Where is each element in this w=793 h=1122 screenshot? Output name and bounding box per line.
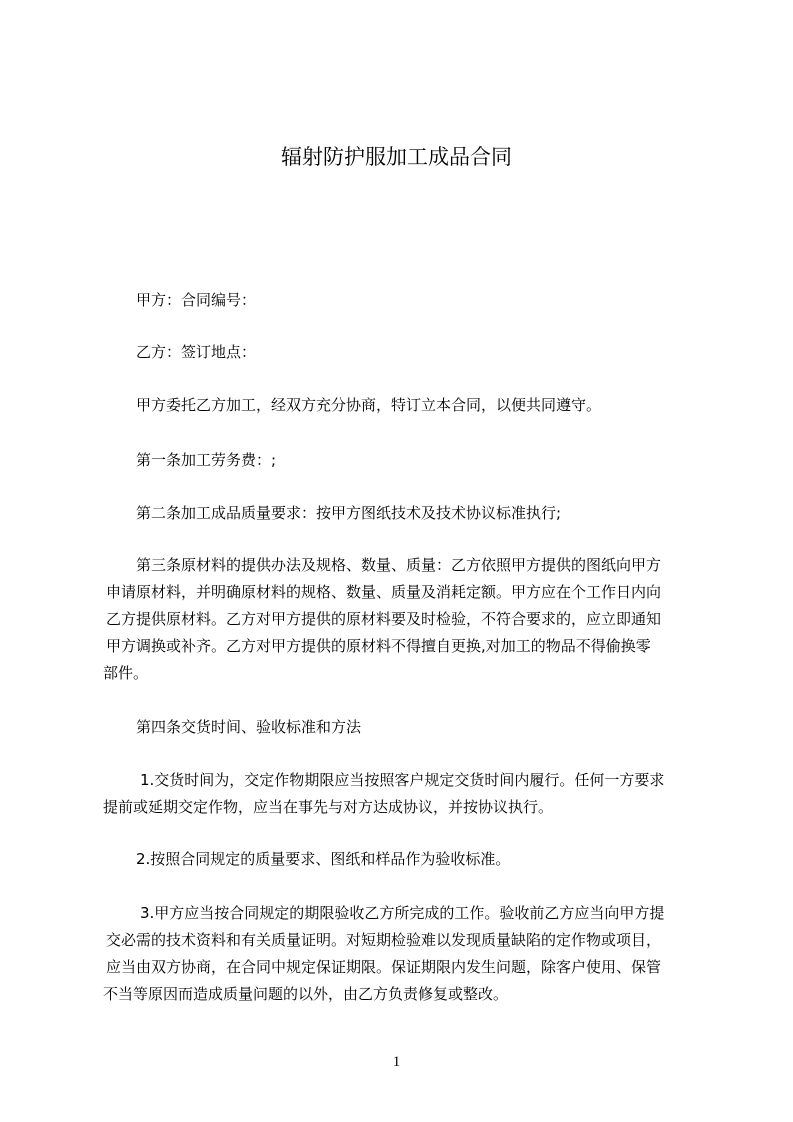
text-line: 申请原材料，并明确原材料的规格、数量、质量及消耗定额。甲方应在个工作日内向 (106, 583, 662, 601)
article-1 (103, 447, 703, 474)
paragraph-preamble (103, 392, 703, 419)
text-line: 不当等原因而造成质量问题的以外，由乙方负责修复或整改。 (103, 985, 509, 1003)
paragraph-party-a (103, 287, 703, 314)
text-line: 1.交货时间为，交定作物期限应当按照客户规定交货时间内履行。任何一方要求 (140, 771, 665, 789)
article-4-heading (103, 714, 703, 741)
article-2 (103, 500, 703, 527)
text-line: 第四条交货时间、验收标准和方法 (136, 718, 362, 736)
text-line: 乙方：签订地点： (136, 343, 257, 361)
article-4-item-1 (103, 767, 703, 821)
text-line: 3.甲方应当按合同规定的期限验收乙方所完成的工作。验收前乙方应当向甲方提 (140, 904, 665, 922)
article-3 (103, 552, 703, 687)
text-line: 应当由双方协商，在合同中规定保证期限。保证期限内发生问题，除客户使用、保管 (106, 958, 662, 976)
page-number: 1 (392, 1054, 401, 1070)
text-line: 甲方委托乙方加工，经双方充分协商，特订立本合同，以便共同遵守。 (136, 396, 602, 414)
text-line: 2.按照合同规定的质量要求、图纸和样品作为验收标准。 (136, 850, 511, 868)
text-line: 第一条加工劳务费：; (136, 451, 277, 469)
text-line: 甲方调换或补齐。乙方对甲方提供的原材料不得擅自更换,对加工的物品不得偷换零 (106, 637, 651, 655)
document-title: 辐射防护服加工成品合同 (281, 145, 512, 169)
article-4-item-3 (103, 900, 703, 1008)
text-line: 部件。 (103, 664, 149, 682)
text-line: 第二条加工成品质量要求：按甲方图纸技术及技术协议标准执行; (136, 504, 562, 522)
text-line: 提前或延期交定作物，应当在事先与对方达成协议，并按协议执行。 (103, 798, 554, 816)
article-4-item-2 (103, 846, 703, 873)
text-line: 甲方：合同编号： (136, 291, 257, 309)
text-line: 交必需的技术资料和有关质量证明。对短期检验难以发现质量缺陷的定作物或项目， (106, 931, 662, 949)
text-line: 乙方提供原材料。乙方对甲方提供的原材料要及时检验，不符合要求的，应立即通知 (106, 610, 662, 628)
paragraph-party-b (103, 339, 703, 366)
text-line: 第三条原材料的提供办法及规格、数量、质量：乙方依照甲方提供的图纸向甲方 (136, 556, 662, 574)
